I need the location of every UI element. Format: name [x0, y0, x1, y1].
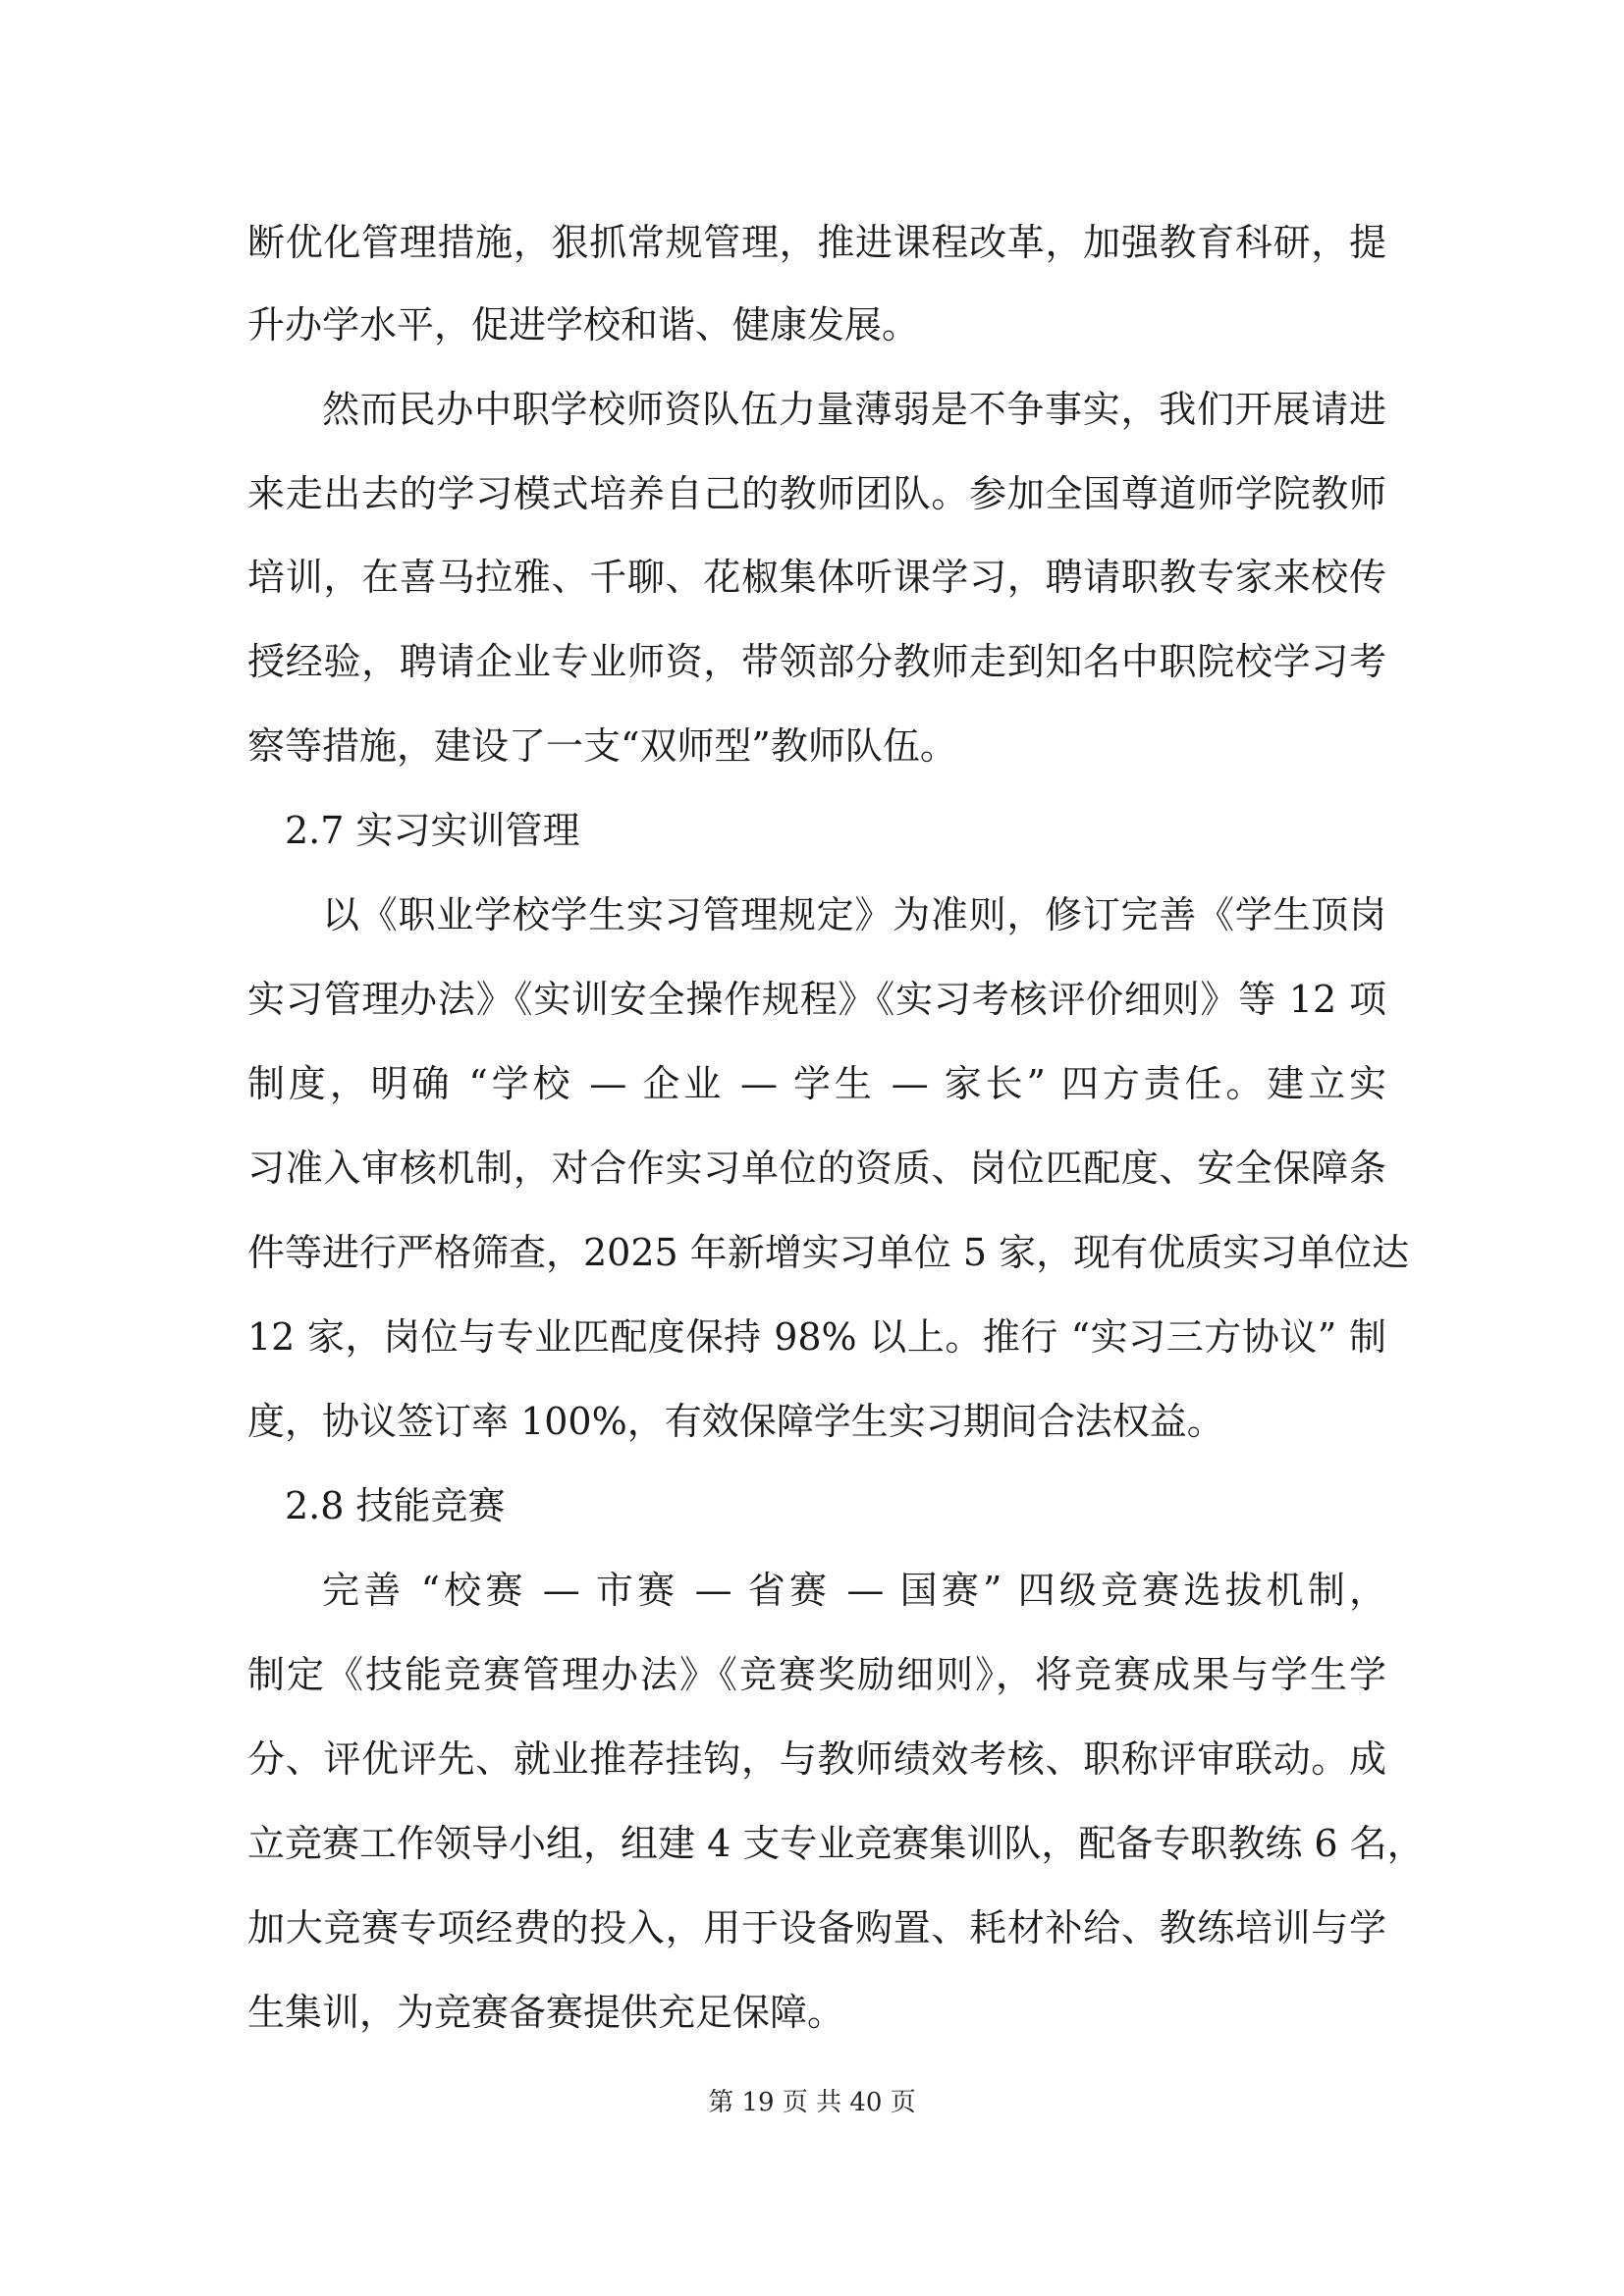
body-line: 完善 “校赛 — 市赛 — 省赛 — 国赛” 四级竞赛选拔机制，: [322, 1569, 1386, 1612]
body-line: 制度，明确 “学校 — 企业 — 学生 — 家长” 四方责任。建立实: [247, 1062, 1386, 1105]
body-line: 生集训，为竞赛备赛提供充足保障。: [247, 1991, 845, 2034]
body-line: 然而民办中职学校师资队伍力量薄弱是不争事实，我们开展请进: [322, 388, 1386, 431]
body-line: 加大竞赛专项经费的投入，用于设备购置、耗材补给、教练培训与学: [247, 1906, 1386, 1949]
body-line: 12 家，岗位与专业匹配度保持 98% 以上。推行 “实习三方协议” 制: [247, 1315, 1386, 1359]
body-line: 断优化管理措施，狠抓常规管理，推进课程改革，加强教育科研，提: [247, 221, 1386, 264]
body-line: 度，协议签订率 100%，有效保障学生实习期间合法权益。: [247, 1400, 1224, 1443]
body-line: 来走出去的学习模式培养自己的教师团队。参加全国尊道师学院教师: [247, 472, 1386, 515]
section-heading: 2.7 实习实训管理: [285, 809, 580, 852]
body-line: 件等进行严格筛查，2025 年新增实习单位 5 家，现有优质实习单位达: [247, 1231, 1410, 1274]
body-line: 实习管理办法》《实训安全操作规程》《实习考核评价细则》等 12 项: [247, 978, 1386, 1021]
page-number: 第 19 页 共 40 页: [708, 2088, 916, 2117]
body-line: 立竞赛工作领导小组，组建 4 支专业竞赛集训队，配备专职教练 6 名，: [247, 1822, 1425, 1865]
section-heading: 2.8 技能竞赛: [285, 1484, 506, 1527]
body-line: 升办学水平，促进学校和谐、健康发展。: [247, 303, 920, 347]
body-line: 以《职业学校学生实习管理规定》为准则，修订完善《学生顶岗: [322, 893, 1386, 936]
body-line: 授经验，聘请企业专业师资，带领部分教师走到知名中职院校学习考: [247, 640, 1386, 683]
body-line: 制定《技能竞赛管理办法》《竞赛奖励细则》，将竞赛成果与学生学: [247, 1653, 1386, 1696]
body-line: 培训，在喜马拉雅、千聊、花椒集体听课学习，聘请职教专家来校传: [247, 556, 1386, 599]
body-line: 分、评优评先、就业推荐挂钩，与教师绩效考核、职称评审联动。成: [247, 1737, 1386, 1781]
body-line: 习准入审核机制，对合作实习单位的资质、岗位匹配度、安全保障条: [247, 1147, 1386, 1190]
body-line: 察等措施，建设了一支“双师型”教师队伍。: [247, 724, 957, 768]
